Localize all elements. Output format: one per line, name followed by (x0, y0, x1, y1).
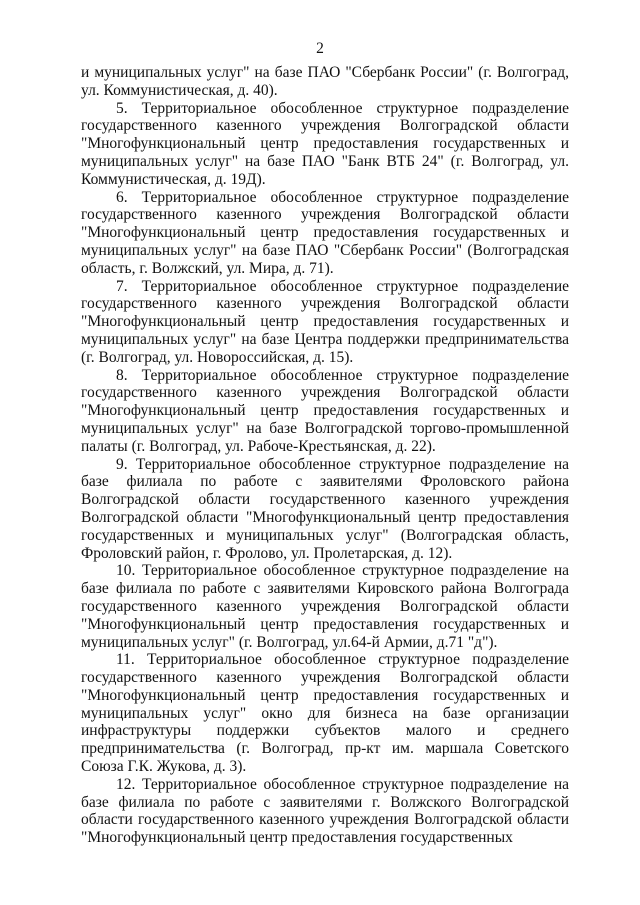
paragraph-item-7: 7. Территориальное обособленное структурное подразделение государственного казенного учреждения Волгоградской области "Многофункциональный центр предоставления государственных и муниципальных услуг" на базе Центра поддержки предпринимательства (г. Волгоград, ул. Новороссийская, д. 15). (81, 277, 569, 366)
paragraph-item-5: 5. Территориальное обособленное структурное подразделение государственного казенного учреждения Волгоградской области "Многофункциональный центр предоставления государственных и муниципальных услуг" на базе ПАО "Банк ВТБ 24" (г. Волгоград, ул. Коммунистическая, д. 19Д). (81, 99, 569, 188)
paragraph-item-12: 12. Территориальное обособленное структурное подразделение на базе филиала по работе с заявителями г. Волжского Волгоградской области государственного казенного учреждения Волгоградской области "Многофункциональный центр предоставления государственных (81, 775, 569, 847)
paragraph-item-11: 11. Территориальное обособленное структурное подразделение государственного казенного учреждения Волгоградской области "Многофункциональный центр предоставления государственных и муниципальных услуг" окно для бизнеса на базе организации инфраструктуры поддержки субъектов малого и среднего предпринимательства (г. Волгоград, пр-кт им. маршала Советского Союза Г.К. Жукова, д. 3). (81, 651, 569, 776)
paragraph-item-6: 6. Территориальное обособленное структурное подразделение государственного казенного учреждения Волгоградской области "Многофункциональный центр предоставления государственных и муниципальных услуг" на базе ПАО "Сбербанк России" (Волгоградская область, г. Волжский, ул. Мира, д. 71). (81, 188, 569, 277)
paragraph-item-9: 9. Территориальное обособленное структурное подразделение на базе филиала по работе с заявителями Фроловского района Волгоградской области государственного казенного учреждения Волгоградской области "Многофункциональный центр предоставления государственных и муниципальных услуг" (Волгоградская область, Фроловский район, г. Фролово, ул. Пролетарская, д. 12). (81, 455, 569, 562)
paragraph-continuation: и муниципальных услуг" на базе ПАО "Сбербанк России" (г. Волгоград, ул. Коммунистическая, д. 40). (81, 64, 569, 99)
paragraph-item-8: 8. Территориальное обособленное структурное подразделение государственного казенного учреждения Волгоградской области "Многофункциональный центр предоставления государственных и муниципальных услуг" на базе Волгоградской торгово-промышленной палаты (г. Волгоград, ул. Рабоче-Крестьянская, д. 22). (81, 366, 569, 455)
paragraph-item-10: 10. Территориальное обособленное структурное подразделение на базе филиала по работе с заявителями Кировского района Волгограда государственного казенного учреждения Волгоградской области "Многофункциональный центр предоставления государственных и муниципальных услуг" (г. Волгоград, ул.64-й Армии, д.71 "д"). (81, 562, 569, 651)
document-body (81, 64, 569, 847)
page-number: 2 (316, 40, 324, 57)
